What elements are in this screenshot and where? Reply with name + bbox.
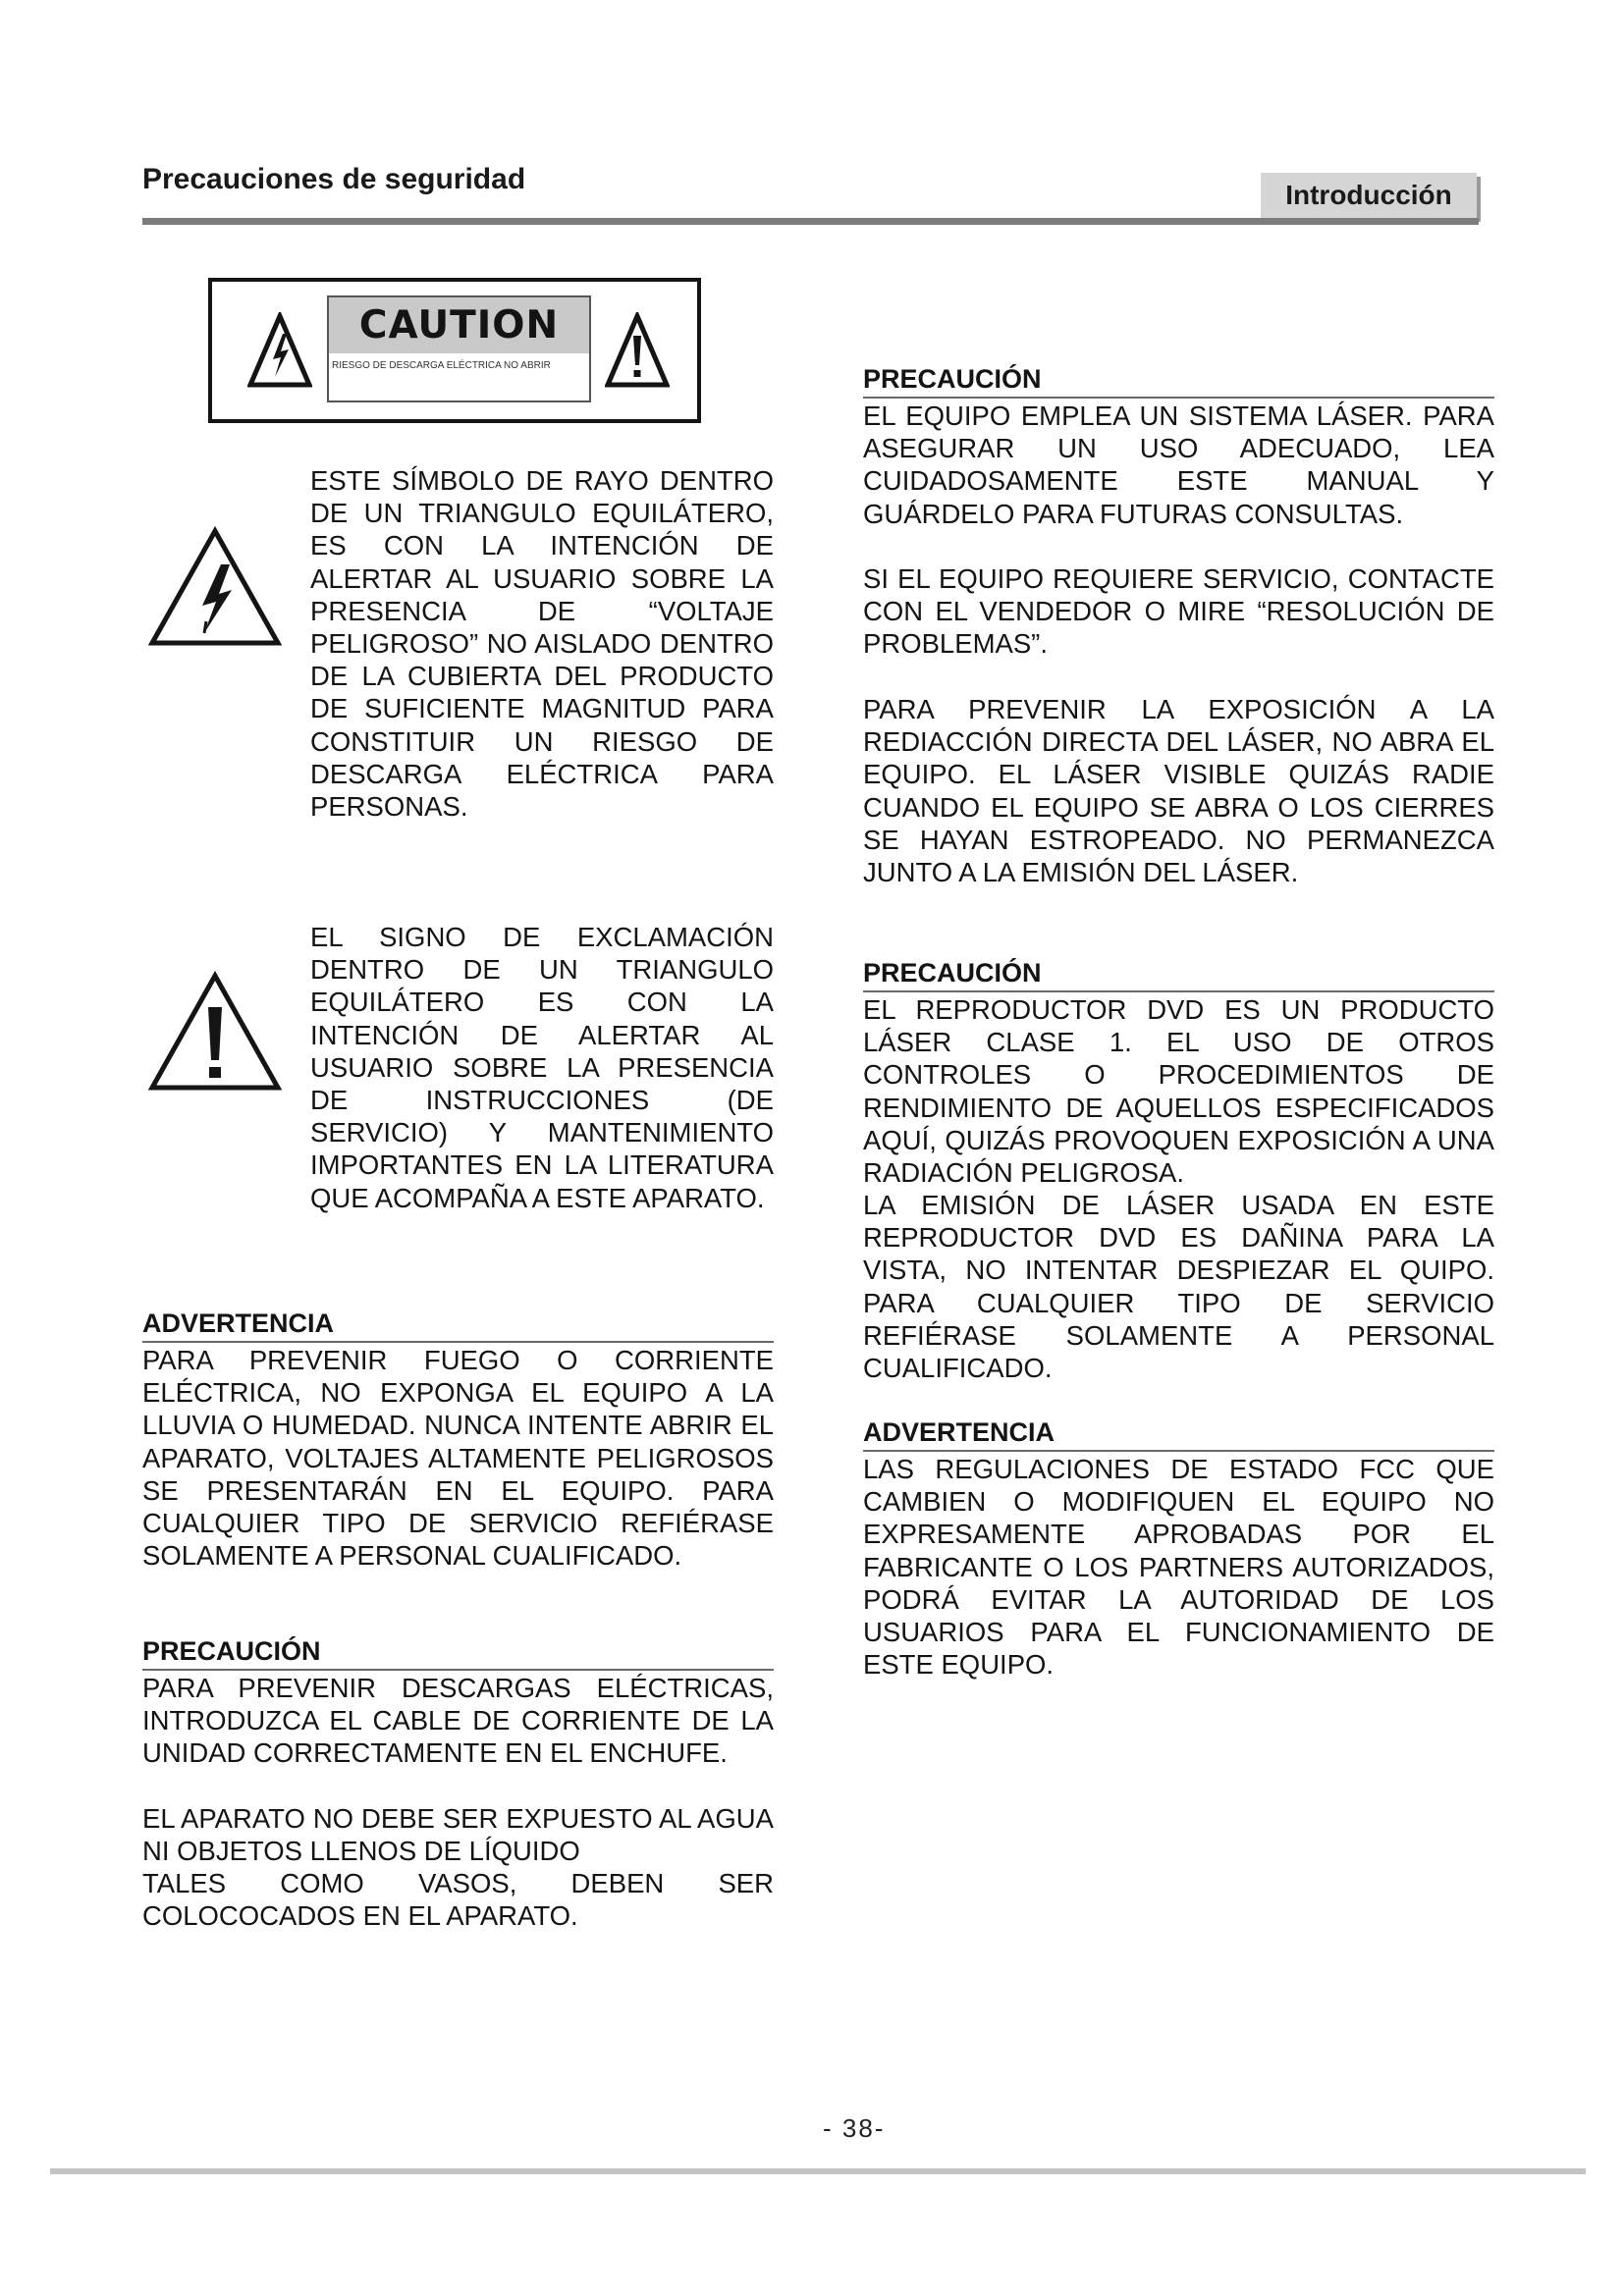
fcc-warning-text: LAS REGULACIONES DE ESTADO FCC QUE CAMBIEN O MODIFIQUEN EL EQUIPO NO EXPRESAMENTE APROBADAS POR EL FABRICANTE O LOS PARTNERS AUTORIZADOS, PODRÁ EVITAR LA AUTORIDAD DE LOS USUARIOS PARA EL FUNCIONAMIENTO DE ESTE EQUIPO. <box>863 1454 1494 1681</box>
warning-heading: ADVERTENCIA <box>142 1308 774 1343</box>
caution-heading-left: PRECAUCIÓN <box>142 1635 774 1671</box>
laser-caution-heading: PRECAUCIÓN <box>863 363 1494 399</box>
footer-divider <box>50 2168 1586 2174</box>
caution-banner: CAUTION <box>329 297 589 353</box>
dvd-caution-text-1: EL REPRODUCTOR DVD ES UN PRODUCTO LÁSER CLASE 1. EL USO DE OTROS CONTROLES O PROCEDIMIENTOS DE RENDIMIENTO DE AQUELLOS ESPECIFICADOS AQUÍ, QUIZÁS PROVOQUEN EXPOSICIÓN A UNA RADIACIÓN PELIGROSA. <box>863 994 1494 1189</box>
warning-text: PARA PREVENIR FUEGO O CORRIENTE ELÉCTRICA, NO EXPONGA EL EQUIPO A LA LLUVIA O HUMEDAD. NUNCA INTENTE ABRIR EL APARATO, VOLTAJES ALTAMENTE PELIGROSOS SE PRESENTARÁN EN EL EQUIPO. PARA CUALQUIER TIPO DE SERVICIO REFIÉRASE SOLAMENTE A PERSONAL CUALIFICADO. <box>142 1345 774 1572</box>
lightning-warning-icon <box>247 312 312 389</box>
caution-panel <box>327 295 591 402</box>
laser-caution-text-3: PARA PREVENIR LA EXPOSICIÓN A LA REDIACCIÓN DIRECTA DEL LÁSER, NO ABRA EL EQUIPO. EL LÁSER VISIBLE QUIZÁS RADIE CUANDO EL EQUIPO SE ABRA O LOS CIERRES SE HAYAN ESTROPEADO. NO PERMANEZCA JUNTO A LA EMISIÓN DEL LÁSER. <box>863 694 1494 888</box>
exclamation-symbol-text: EL SIGNO DE EXCLAMACIÓN DENTRO DE UN TRIANGULO EQUILÁTERO ES CON LA INTENCIÓN DE ALERTAR AL USUARIO SOBRE LA PRESENCIA DE INSTRUCCIONES (DE SERVICIO) Y MANTENIMIENTO IMPORTANTES EN LA LITERATURA QUE ACOMPAÑA A ESTE APARATO. <box>310 922 774 1213</box>
page-number: - 38- <box>823 2113 886 2143</box>
exclamation-warning-icon <box>605 312 670 389</box>
exclamation-triangle-icon <box>147 970 283 1093</box>
laser-caution-text-2: SI EL EQUIPO REQUIERE SERVICIO, CONTACTE CON EL VENDEDOR O MIRE “RESOLUCIÓN DE PROBLEMAS”. <box>863 563 1494 660</box>
caution-label <box>208 278 701 423</box>
lightning-symbol-text: ESTE SÍMBOLO DE RAYO DENTRO DE UN TRIANGULO EQUILÁTERO, ES CON LA INTENCIÓN DE ALERTAR AL USUARIO SOBRE LA PRESENCIA DE “VOLTAJE PELIGROSO” NO AISLADO DENTRO DE LA CUBIERTA DEL PRODUCTO DE SUFICIENTE MAGNITUD PARA CONSTITUIR UN RIESGO DE DESCARGA ELÉCTRICA PARA PERSONAS. <box>310 465 774 823</box>
caution-text-left-3: TALES COMO VASOS, DEBEN SER COLOCOCADOS EN EL APARATO. <box>142 1868 774 1932</box>
dvd-caution-text-2: LA EMISIÓN DE LÁSER USADA EN ESTE REPRODUCTOR DVD ES DAÑINA PARA LA VISTA, NO INTENTAR DESPIEZAR EL QUIPO. PARA CUALQUIER TIPO DE SERVICIO REFIÉRASE SOLAMENTE A PERSONAL CUALIFICADO. <box>863 1190 1494 1384</box>
lightning-triangle-icon <box>147 525 283 648</box>
caution-text-left: PARA PREVENIR DESCARGAS ELÉCTRICAS, INTRODUZCA EL CABLE DE CORRIENTE DE LA UNIDAD CORRECTAMENTE EN EL ENCHUFE. <box>142 1673 774 1769</box>
page-title: Precauciones de seguridad <box>142 163 526 195</box>
fcc-warning-heading: ADVERTENCIA <box>863 1416 1494 1452</box>
header-divider <box>142 218 1479 225</box>
dvd-caution-heading: PRECAUCIÓN <box>863 957 1494 992</box>
laser-caution-text-1: EL EQUIPO EMPLEA UN SISTEMA LÁSER. PARA ASEGURAR UN USO ADECUADO, LEA CUIDADOSAMENTE ESTE MANUAL Y GUÁRDELO PARA FUTURAS CONSULTAS. <box>863 400 1494 529</box>
section-tab: Introducción <box>1261 173 1477 218</box>
caution-text-left-2: EL APARATO NO DEBE SER EXPUESTO AL AGUA NI OBJETOS LLENOS DE LÍQUIDO <box>142 1803 774 1867</box>
caution-subtext: RIESGO DE DESCARGA ELÉCTRICA NO ABRIR <box>332 360 551 371</box>
